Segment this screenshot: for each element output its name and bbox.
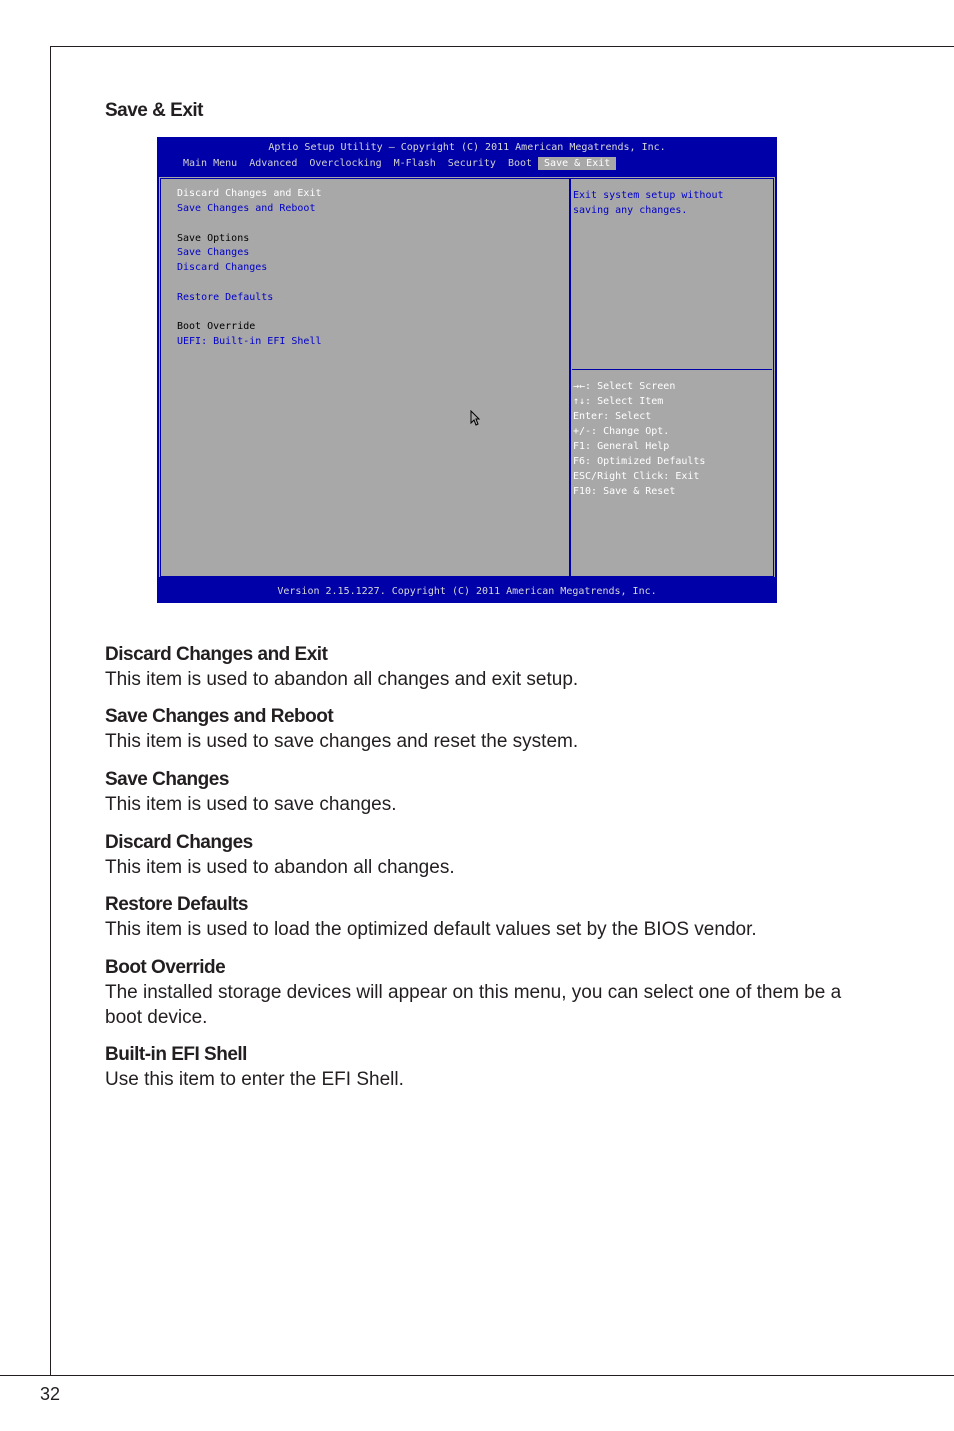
- key-hint-change-opt: +/-: Change Opt.: [573, 426, 670, 437]
- bios-screenshot: [157, 137, 777, 603]
- desc-heading: Save Changes: [105, 769, 229, 790]
- bios-item-restore-defaults[interactable]: Restore Defaults: [177, 292, 274, 303]
- page-frame-top: [50, 46, 954, 47]
- bios-item-save-changes[interactable]: Save Changes: [177, 247, 250, 258]
- bios-heading-boot-override: Boot Override: [177, 321, 256, 332]
- desc-heading: Boot Override: [105, 957, 226, 978]
- bios-item-discard-changes-and-exit[interactable]: Discard Changes and Exit: [177, 188, 322, 199]
- desc-body: This item is used to load the optimized default values set by the BIOS vendor.: [105, 919, 757, 940]
- desc-heading: Save Changes and Reboot: [105, 706, 334, 727]
- bios-item-discard-changes[interactable]: Discard Changes: [177, 262, 268, 273]
- bios-help-divider: [572, 369, 772, 370]
- bios-tab-bar: [177, 157, 616, 170]
- page-frame-bottom: [0, 1375, 954, 1376]
- key-hint-enter: Enter: Select: [573, 411, 652, 422]
- bios-tab-main-menu[interactable]: Main Menu: [183, 158, 238, 169]
- desc-discard-changes: [105, 831, 845, 880]
- bios-options-pane: [160, 178, 570, 577]
- bios-help-text: Exit system setup without saving any changes.: [573, 190, 724, 216]
- desc-save-changes: [105, 768, 845, 817]
- section-title: Save & Exit: [105, 100, 203, 121]
- desc-body: The installed storage devices will appear on this menu, you can select one of them be a boot device.: [105, 982, 842, 1028]
- mouse-pointer-icon: [470, 410, 480, 426]
- desc-heading: Built-in EFI Shell: [105, 1044, 247, 1065]
- bios-item-uefi-efi-shell[interactable]: UEFI: Built-in EFI Shell: [177, 336, 322, 347]
- bios-title: Aptio Setup Utility – Copyright (C) 2011 American Megatrends, Inc.: [268, 142, 666, 153]
- desc-body: This item is used to abandon all changes and exit setup.: [105, 669, 579, 690]
- key-hint-optimized-defaults: F6: Optimized Defaults: [573, 456, 706, 467]
- desc-body: Use this item to enter the EFI Shell.: [105, 1069, 404, 1090]
- key-hint-save-reset: F10: Save & Reset: [573, 486, 676, 497]
- desc-body: This item is used to save changes.: [105, 794, 397, 815]
- desc-discard-changes-and-exit: [105, 643, 845, 692]
- bios-tab-advanced[interactable]: Advanced: [249, 158, 298, 169]
- bios-heading-save-options: Save Options: [177, 233, 250, 244]
- bios-tab-overclocking[interactable]: Overclocking: [309, 158, 382, 169]
- desc-heading: Discard Changes: [105, 832, 253, 853]
- page-frame-left: [50, 46, 51, 1375]
- key-hint-select-screen: →←: Select Screen: [573, 381, 676, 392]
- desc-built-in-efi-shell: [105, 1043, 845, 1092]
- desc-body: This item is used to abandon all changes.: [105, 857, 455, 878]
- desc-save-changes-and-reboot: [105, 705, 845, 754]
- bios-key-legend: [573, 379, 705, 499]
- bios-tab-boot[interactable]: Boot: [507, 158, 533, 169]
- desc-heading: Discard Changes and Exit: [105, 644, 328, 665]
- key-hint-exit: ESC/Right Click: Exit: [573, 471, 700, 482]
- bios-main-panel: [159, 177, 775, 577]
- bios-tab-save-exit[interactable]: Save & Exit: [538, 157, 616, 170]
- key-hint-general-help: F1: General Help: [573, 441, 670, 452]
- desc-restore-defaults: [105, 893, 845, 942]
- bios-help-pane: [570, 178, 774, 577]
- desc-boot-override: [105, 956, 845, 1030]
- bios-item-save-changes-and-reboot[interactable]: Save Changes and Reboot: [177, 203, 316, 214]
- bios-tab-m-flash[interactable]: M-Flash: [393, 158, 436, 169]
- key-hint-select-item: ↑↓: Select Item: [573, 396, 664, 407]
- bios-footer: Version 2.15.1227. Copyright (C) 2011 American Megatrends, Inc.: [277, 586, 657, 597]
- desc-heading: Restore Defaults: [105, 894, 248, 915]
- desc-body: This item is used to save changes and reset the system.: [105, 731, 579, 752]
- bios-tab-security[interactable]: Security: [447, 158, 496, 169]
- page-number: 32: [40, 1384, 61, 1404]
